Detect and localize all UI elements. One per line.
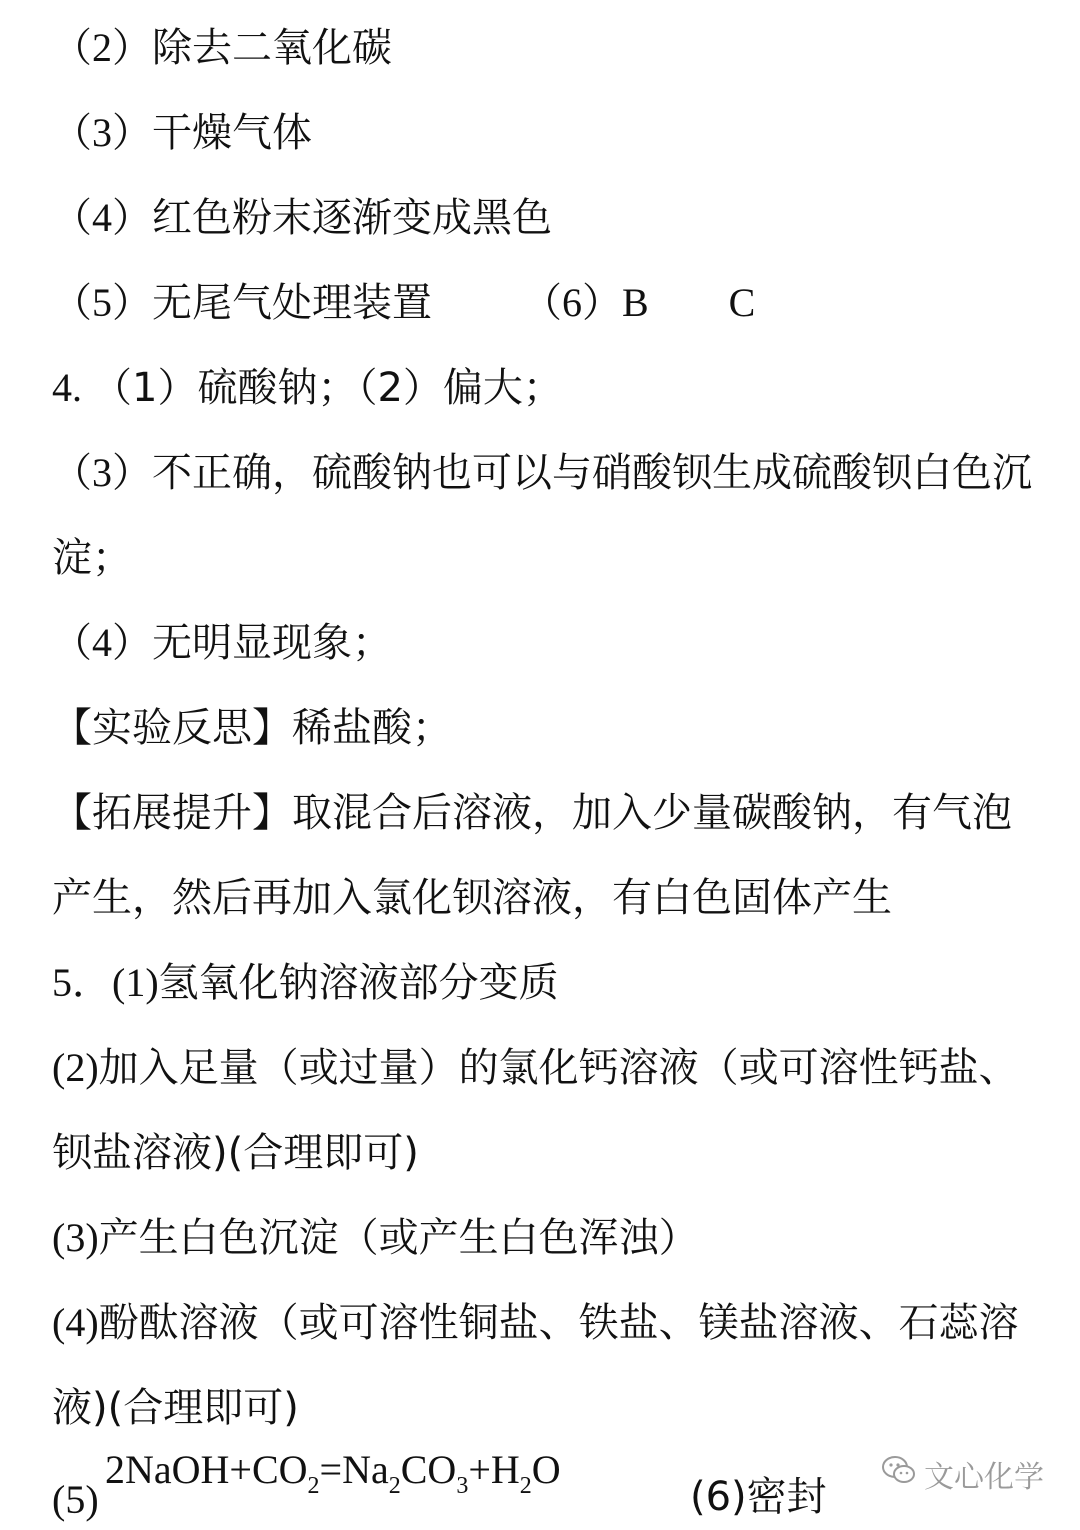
answer-line-8: （4）无明显现象； — [52, 620, 392, 666]
answer-line-17: 液)(合理即可) — [52, 1385, 299, 1431]
answer-line-9: 【实验反思】稀盐酸； — [52, 705, 452, 751]
answer-line-3: （4）红色粉末逐渐变成黑色 — [52, 195, 552, 241]
answer-line-1: （2）除去二氧化碳 — [52, 25, 392, 71]
answer-line-4: （5）无尾气处理装置 （6）B C — [52, 280, 756, 326]
answer-line-10: 【拓展提升】取混合后溶液，加入少量碳酸钠，有气泡 — [52, 790, 1012, 836]
answer-line-5: 4. （1）硫酸钠；（2）偏大； — [52, 365, 563, 411]
answer-line-14: 钡盐溶液)(合理即可) — [52, 1130, 419, 1176]
answer-item-5-label: (5) — [52, 1477, 99, 1522]
answer-line-11: 产生，然后再加入氯化钡溶液，有白色固体产生 — [52, 875, 892, 921]
answer-line-2: （3）干燥气体 — [52, 110, 312, 156]
answer-item-6: (6)密封 — [690, 1474, 827, 1520]
answer-line-16: (4)酚酞溶液（或可溶性铜盐、铁盐、镁盐溶液、石蕊溶 — [52, 1300, 1019, 1346]
wechat-icon — [882, 1455, 916, 1493]
answer-line-13: (2)加入足量（或过量）的氯化钙溶液（或可溶性钙盐、 — [52, 1045, 1019, 1091]
watermark: 文心化学 — [882, 1452, 1044, 1496]
chemical-equation: $2NaOH+CO_2=Na_2CO_3+H_2O$ — [105, 1447, 561, 1499]
answer-line-15: (3)产生白色沉淀（或产生白色浑浊） — [52, 1215, 699, 1261]
answer-line-12: 5．(1)氢氧化钠溶液部分变质 — [52, 960, 559, 1006]
answer-line-7: 淀； — [52, 535, 132, 581]
answer-line-6: （3）不正确，硫酸钠也可以与硝酸钡生成硫酸钡白色沉 — [52, 450, 1032, 496]
